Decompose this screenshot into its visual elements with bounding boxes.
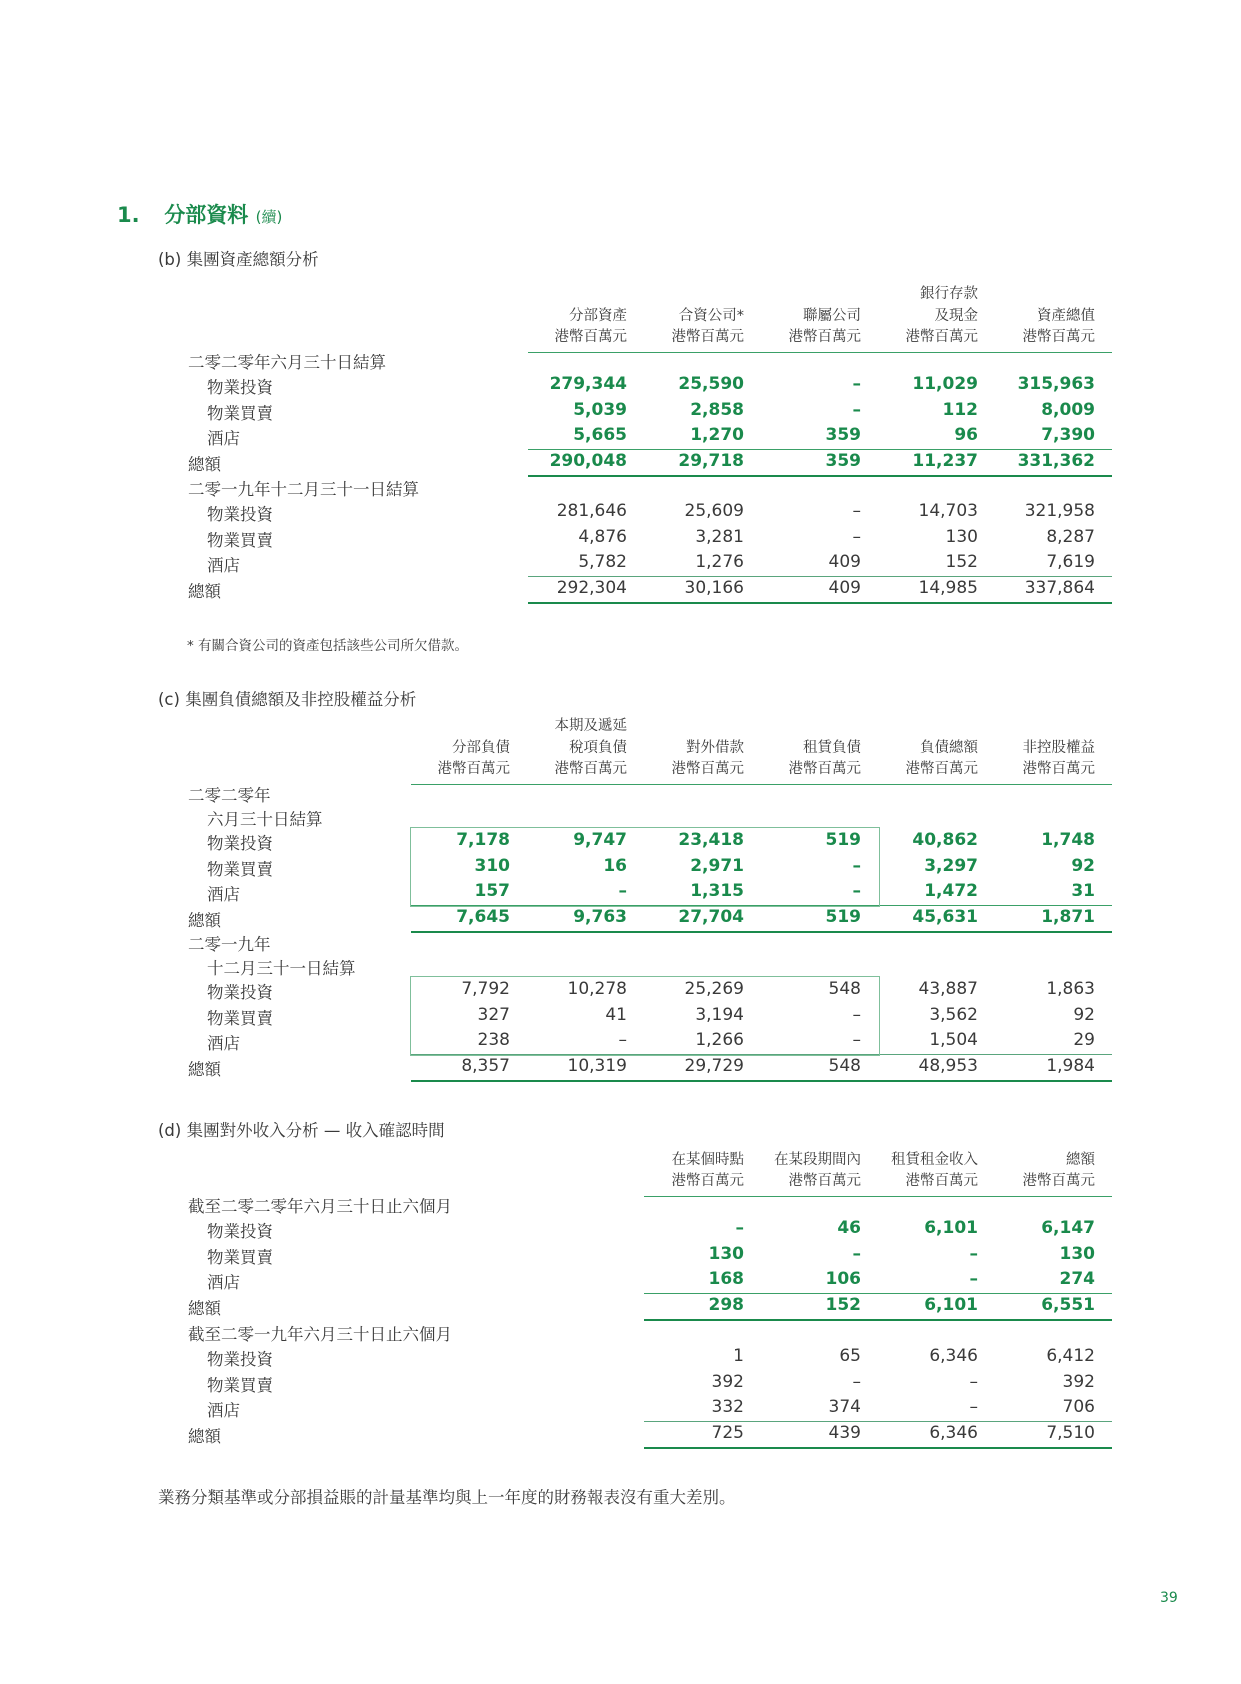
table_b-header-unit: 港幣百萬元	[554, 329, 627, 345]
table_c-cell: 10,278	[567, 979, 627, 999]
table_c-cell: 519	[825, 906, 861, 927]
table_d-cell: –	[852, 1371, 861, 1392]
table_c-cell: –	[852, 881, 861, 901]
table_b-cell: 1,270	[690, 425, 744, 445]
table-b-note: * 有關合資公司的資產包括該些公司所欠借款。	[187, 638, 469, 654]
table_b-row-label: 物業買賣	[207, 530, 273, 550]
table_c-header-unit: 港幣百萬元	[788, 761, 861, 777]
table_d-cell: 152	[825, 1294, 861, 1315]
table_c-cell: 10,319	[567, 1055, 627, 1076]
table_d-cell: 439	[828, 1422, 861, 1443]
table_c-cell: 2,971	[690, 855, 744, 876]
table_d-period-label: 截至二零一九年六月三十日止六個月	[188, 1325, 452, 1344]
table_c-header-unit: 港幣百萬元	[554, 761, 627, 777]
table_d-cell: 706	[1062, 1397, 1095, 1417]
table_c-cell: 29,729	[684, 1055, 744, 1076]
table_b-cell: 290,048	[549, 450, 627, 471]
table_b-header-label: 資產總值	[1037, 308, 1095, 324]
table_d-cell: 6,346	[929, 1346, 978, 1366]
table_b-cell: 112	[942, 399, 978, 420]
table_c-header-unit: 港幣百萬元	[671, 761, 744, 777]
table_c-cell: 23,418	[678, 830, 744, 850]
table_c-cell: 548	[828, 1055, 861, 1076]
table_d-cell: 332	[711, 1397, 744, 1417]
table_d-total-rule	[644, 1319, 1112, 1321]
table_c-header-label: 稅項負債	[569, 740, 627, 756]
table_c-total-label: 總額	[188, 1059, 221, 1079]
table_c-cell: 1,472	[924, 881, 978, 901]
table_b-header-label: 合資公司*	[678, 308, 744, 324]
table_c-cell: 45,631	[912, 906, 978, 927]
table_c-cell: 548	[828, 979, 861, 999]
table_b-cell: 1,276	[695, 552, 744, 572]
table_c-header-unit: 港幣百萬元	[437, 761, 510, 777]
table_c-cell: 310	[474, 855, 510, 876]
table_d-cell: 274	[1059, 1269, 1095, 1289]
table_d-row-label: 物業投資	[207, 1222, 273, 1241]
table_d-cell: 374	[828, 1397, 861, 1417]
page-number: 39	[1160, 1590, 1178, 1606]
table_b-total-label: 總額	[188, 454, 221, 474]
table_d-row-label: 物業投資	[207, 1350, 273, 1369]
table-b-title: (b) 集團資產總額分析	[158, 250, 319, 269]
table_c-period-label: 二零二零年	[188, 786, 271, 805]
table_c-highlight-box	[410, 976, 880, 1056]
table_d-cell: 725	[711, 1422, 744, 1443]
table_c-cell: 1,863	[1046, 979, 1095, 999]
table_b-row-label: 酒店	[207, 429, 240, 448]
table_c-row-label: 酒店	[207, 1034, 240, 1053]
section-continued: (續)	[255, 208, 283, 226]
table_c-row-label: 物業買賣	[207, 1008, 273, 1028]
table_d-total-rule	[644, 1447, 1112, 1449]
table_b-header-rule	[528, 352, 1112, 353]
table_b-cell: 25,609	[684, 501, 744, 521]
table_d-cell: 6,101	[924, 1218, 978, 1238]
table_d-header-unit: 港幣百萬元	[788, 1173, 861, 1189]
table-d-title: (d) 集團對外收入分析 — 收入確認時間	[158, 1121, 445, 1140]
table_c-cell: –	[852, 855, 861, 876]
table_c-header-unit: 港幣百萬元	[1022, 761, 1095, 777]
table_b-cell: 11,237	[912, 450, 978, 471]
table_c-cell: 41	[605, 1004, 627, 1025]
table_c-cell: 9,747	[573, 830, 627, 850]
table_d-header-rule	[644, 1196, 1112, 1197]
table_d-subtotal-rule	[644, 1421, 1112, 1422]
table_d-header-label: 總額	[1066, 1152, 1095, 1168]
table_d-cell: 6,147	[1041, 1218, 1095, 1238]
table_c-cell: 92	[1073, 1004, 1095, 1025]
table_d-row-label: 酒店	[207, 1273, 240, 1292]
table_d-cell: 1	[733, 1346, 744, 1366]
table_c-cell: –	[852, 1004, 861, 1025]
table_b-period-label: 二零二零年六月三十日結算	[188, 353, 386, 372]
table_d-cell: –	[969, 1269, 978, 1289]
table_b-total-rule	[528, 602, 1112, 604]
table_d-cell: –	[969, 1243, 978, 1264]
table_b-header-unit: 港幣百萬元	[671, 329, 744, 345]
section-number: 1.	[117, 203, 140, 227]
table_c-cell: 9,763	[573, 906, 627, 927]
table_d-header-label: 在某個時點	[671, 1152, 744, 1168]
table_c-cell: –	[618, 881, 627, 901]
table_d-subtotal-rule	[644, 1293, 1112, 1294]
table_c-row-label: 酒店	[207, 885, 240, 904]
table_b-subtotal-rule	[528, 576, 1112, 577]
section-heading	[117, 199, 282, 229]
table_b-row-label: 物業投資	[207, 378, 273, 397]
table_c-cell: 3,297	[924, 855, 978, 876]
table_d-cell: 130	[1059, 1243, 1095, 1264]
table_c-header-rule	[411, 784, 1112, 785]
table_c-row-label: 物業投資	[207, 983, 273, 1002]
table_c-cell: 519	[825, 830, 861, 850]
table_d-row-label: 物業買賣	[207, 1247, 273, 1267]
table_c-cell: 327	[477, 1004, 510, 1025]
table_c-cell: 3,194	[695, 1004, 744, 1025]
table_c-cell: 40,862	[912, 830, 978, 850]
table_c-total-rule	[411, 931, 1112, 933]
table_d-header-unit: 港幣百萬元	[671, 1173, 744, 1189]
table_d-row-label: 物業買賣	[207, 1375, 273, 1395]
table_c-header-unit: 港幣百萬元	[905, 761, 978, 777]
table_b-cell: 4,876	[578, 526, 627, 547]
table_b-cell: 25,590	[678, 374, 744, 394]
table_c-header-label: 分部負債	[452, 740, 510, 756]
table_c-cell: 25,269	[684, 979, 744, 999]
table_d-cell: 46	[837, 1218, 861, 1238]
table_b-row-label: 物業投資	[207, 505, 273, 524]
table_b-cell: 96	[954, 425, 978, 445]
section-title: 分部資料	[164, 203, 249, 227]
table_b-cell: 5,782	[578, 552, 627, 572]
table_b-cell: 8,009	[1041, 399, 1095, 420]
table_c-cell: –	[618, 1030, 627, 1050]
table_b-cell: –	[852, 374, 861, 394]
table_d-cell: 168	[708, 1269, 744, 1289]
table_d-cell: 130	[708, 1243, 744, 1264]
table_c-cell: 1,871	[1041, 906, 1095, 927]
table_b-cell: 409	[828, 577, 861, 598]
table_b-cell: 29,718	[678, 450, 744, 471]
table_c-total-rule	[411, 1080, 1112, 1082]
table_c-cell: 7,792	[461, 979, 510, 999]
table_d-total-label: 總額	[188, 1426, 221, 1446]
table_b-header-label: 分部資產	[569, 308, 627, 324]
table_c-cell: 43,887	[918, 979, 978, 999]
table_c-row-label: 物業投資	[207, 834, 273, 853]
table_d-header-unit: 港幣百萬元	[905, 1173, 978, 1189]
table_d-header-unit: 港幣百萬元	[1022, 1173, 1095, 1189]
table_b-cell: 5,665	[573, 425, 627, 445]
table_b-cell: –	[852, 501, 861, 521]
table_b-cell: 409	[828, 552, 861, 572]
table_b-row-label: 物業買賣	[207, 403, 273, 423]
table_c-cell: 92	[1071, 855, 1095, 876]
table_b-cell: –	[852, 399, 861, 420]
table_d-cell: –	[735, 1218, 744, 1238]
table_b-cell: 152	[945, 552, 978, 572]
table_c-row-label: 物業買賣	[207, 859, 273, 879]
table_c-period-label: 十二月三十一日結算	[207, 959, 356, 978]
table_b-cell: 359	[825, 425, 861, 445]
table_d-row-label: 酒店	[207, 1401, 240, 1420]
table_c-cell: 1,266	[695, 1030, 744, 1050]
table_d-header-label: 在某段期間內	[774, 1152, 861, 1168]
table_c-cell: 8,357	[461, 1055, 510, 1076]
table_b-total-label: 總額	[188, 581, 221, 601]
table_c-cell: 7,645	[456, 906, 510, 927]
table_c-cell: 29	[1073, 1030, 1095, 1050]
table_d-cell: 7,510	[1046, 1422, 1095, 1443]
table_d-cell: 6,346	[929, 1422, 978, 1443]
table_c-cell: 238	[477, 1030, 510, 1050]
table_c-cell: 31	[1071, 881, 1095, 901]
table_c-cell: 27,704	[678, 906, 744, 927]
table_c-header-label: 負債總額	[920, 740, 978, 756]
table_c-cell: 1,748	[1041, 830, 1095, 850]
table_d-cell: 6,101	[924, 1294, 978, 1315]
table_c-header-label: 非控股權益	[1022, 740, 1095, 756]
footer-text: 業務分類基準或分部損益賬的計量基準均與上一年度的財務報表沒有重大差別。	[158, 1488, 736, 1507]
table_c-header-line1: 本期及遞延	[554, 718, 627, 734]
table_b-cell: 30,166	[684, 577, 744, 598]
table_d-period-label: 截至二零二零年六月三十日止六個月	[188, 1197, 452, 1216]
table_b-cell: 337,864	[1024, 577, 1095, 598]
table_b-subtotal-rule	[528, 449, 1112, 450]
table_b-header-label: 聯屬公司	[803, 308, 861, 324]
table_d-cell: 6,412	[1046, 1346, 1095, 1366]
table_b-header-unit: 港幣百萬元	[788, 329, 861, 345]
table_d-cell: 298	[708, 1294, 744, 1315]
table_c-cell: –	[852, 1030, 861, 1050]
table_b-cell: 331,362	[1017, 450, 1095, 471]
table_b-cell: 281,646	[556, 501, 627, 521]
table_d-cell: 6,551	[1041, 1294, 1095, 1315]
table-c-title: (c) 集團負債總額及非控股權益分析	[158, 690, 417, 709]
table_b-cell: 7,390	[1041, 425, 1095, 445]
table_d-cell: 392	[711, 1371, 744, 1392]
table_d-cell: –	[969, 1371, 978, 1392]
table_b-cell: 11,029	[912, 374, 978, 394]
table_c-period-label: 六月三十日結算	[207, 810, 323, 829]
table_c-cell: 16	[603, 855, 627, 876]
table_c-period-label: 二零一九年	[188, 935, 271, 954]
table_b-cell: 7,619	[1046, 552, 1095, 572]
table_b-cell: –	[852, 526, 861, 547]
table_d-cell: 65	[839, 1346, 861, 1366]
table_b-period-label: 二零一九年十二月三十一日結算	[188, 480, 419, 499]
table_b-cell: 8,287	[1046, 526, 1095, 547]
table_c-cell: 7,178	[456, 830, 510, 850]
table_b-header-label: 及現金	[934, 308, 978, 324]
table_c-cell: 1,504	[929, 1030, 978, 1050]
table_b-cell: 5,039	[573, 399, 627, 420]
table_c-header-label: 對外借款	[686, 740, 744, 756]
table_b-cell: 315,963	[1017, 374, 1095, 394]
table_c-cell: 48,953	[918, 1055, 978, 1076]
table_b-total-rule	[528, 475, 1112, 477]
table_c-header-label: 租賃負債	[803, 740, 861, 756]
table_d-total-label: 總額	[188, 1298, 221, 1318]
table_b-cell: 2,858	[690, 399, 744, 420]
table_c-total-label: 總額	[188, 910, 221, 930]
table_c-cell: 1,315	[690, 881, 744, 901]
table_b-header-unit: 港幣百萬元	[905, 329, 978, 345]
table_b-cell: 359	[825, 450, 861, 471]
table_b-cell: 130	[945, 526, 978, 547]
table_d-header-label: 租賃租金收入	[891, 1152, 978, 1168]
table_c-cell: 157	[474, 881, 510, 901]
table_c-cell: 1,984	[1046, 1055, 1095, 1076]
table_c-highlight-box	[410, 827, 880, 907]
table_b-cell: 292,304	[556, 577, 627, 598]
table_d-cell: 106	[825, 1269, 861, 1289]
table_b-cell: 14,703	[918, 501, 978, 521]
table_d-cell: –	[852, 1243, 861, 1264]
table_c-cell: 3,562	[929, 1004, 978, 1025]
table_d-cell: 392	[1062, 1371, 1095, 1392]
table_b-header-line1: 銀行存款	[920, 286, 978, 302]
table_b-header-unit: 港幣百萬元	[1022, 329, 1095, 345]
table_b-cell: 279,344	[549, 374, 627, 394]
table_b-cell: 3,281	[695, 526, 744, 547]
table_b-cell: 321,958	[1024, 501, 1095, 521]
table_d-cell: –	[969, 1397, 978, 1417]
table_b-cell: 14,985	[918, 577, 978, 598]
table_b-row-label: 酒店	[207, 556, 240, 575]
